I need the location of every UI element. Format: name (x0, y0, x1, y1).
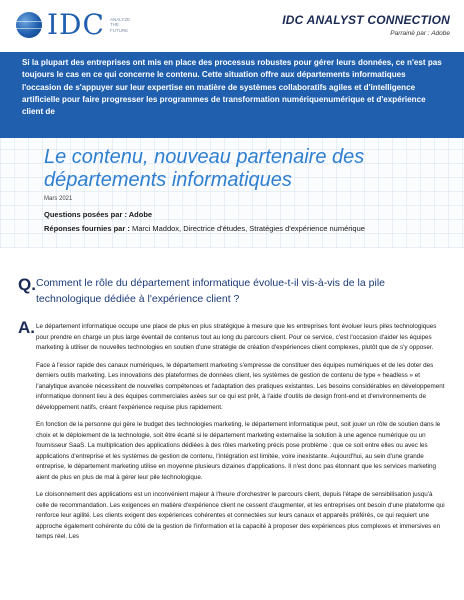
header (0, 0, 464, 52)
globe-icon (16, 12, 42, 38)
answers-by (44, 224, 365, 233)
answer-body (36, 322, 446, 550)
answer-paragraph: En fonction de la personne qui gère le budget des technologies marketing, le département informatique peut, soit jouer un rôle de soutien dans le choix et le déploiement de la technologie, soit être écarté si le département marketing externalise la solution à une agence numérique ou un fournisseur SaaS. La multiplication des applications dédiées à des rôles marketing précis pose problème : que ce soit entre elles ou avec les applications d'entreprise et les systèmes de gestion de contenu, l'intégration est limitée, voire inexistante. Aujourd'hui, au sein d'une grande entreprise, le département marketing utilise en moyenne plusieurs dizaines d'applications. Il n'est donc pas étonnant que les services marketing aient de plus en plus de mal à gérer leur pile technologique. (36, 421, 441, 481)
idc-logo (16, 8, 138, 41)
series-title: IDC ANALYST CONNECTION (282, 13, 450, 27)
banner-text: Si la plupart des entreprises ont mis en place des processus robustes pour gérer leurs données, ce n'est pas toujours le cas en ce qui concerne le contenu. Cette situation offre aux départements informatiques l'occasion de s'appuyer sur leur expertise en matière de systèmes collaboratifs agiles et d'intelligence artificielle pour faire progresser les programmes de transformation numériquenumérique et d'expérience client de (22, 58, 442, 117)
document-date: Mars 2021 (44, 196, 73, 202)
answer-paragraph: Le cloisonnement des applications est un inconvénient majeur à l'heure d'orchestrer le parcours client, depuis l'étape de sensibilisation jusqu'à celle de recommandation. Les exigences en matière d'expérience client ne cessent d'augmenter, et les entreprises ont besoin d'une plateforme qui renforce leur agilité. Les clients exigent des expériences cohérentes et connectées sur leurs canaux et appareils préférés, ce qui requiert une approche également cohérente du côté de la gestion de l'information et la capacité à proposer des expériences plus complexes et immersives en temps réel. Les (36, 491, 445, 540)
question-text: Comment le rôle du département informatique évolue-t-il vis-à-vis de la pile technologique dédiée à l'expérience client ? (36, 277, 385, 305)
questions-by: Questions posées par : Adobe (44, 210, 153, 219)
logo-text: IDC (47, 8, 105, 41)
sponsor-line: Parrainé par : Adobe (390, 30, 450, 37)
document-title: Le contenu, nouveau partenaire des départements informatiques (44, 146, 365, 191)
summary-banner (0, 52, 464, 138)
logo-tagline: ANALYZE THE FUTURE (109, 16, 131, 33)
answers-label: Réponses fournies par : (44, 224, 130, 233)
question-letter: Q. (18, 275, 36, 294)
answer-paragraph: Le département informatique occupe une place de plus en plus stratégique à mesure que les entreprises font évoluer leurs piles technologiques pour prendre en charge un plus large éventail de contenus tout au long du parcours client. Pour ce service, c'est l'occasion d'aider les équipes marketing à utiliser de nouvelles technologies en soutien d'une stratégie de création d'expériences client complexes, plutôt que de s'y opposer. (36, 323, 437, 351)
answers-value: Marci Maddox, Directrice d'études, Stratégies d'expérience numérique (129, 224, 365, 233)
answer-letter: A. (18, 318, 35, 337)
answer-paragraph: Face à l'essor rapide des canaux numériques, le département marketing s'empresse de constituer des équipes numériques et de les doter des derniers outils marketing. Les innovations des plateformes de données client, les systèmes de gestion de contenu de type « headless » et l'analytique avancée nécessitent de nouvelles compétences et l'adaptation des pratiques existantes. Les besoins considérables en développement informatique donnent lieu à des équipes commerciales axées sur ce qui est prêt, à l'aide d'outils de design front-end et d'environnements de développement natifs, créant l'expérience requise plus rapidement. (36, 361, 445, 411)
